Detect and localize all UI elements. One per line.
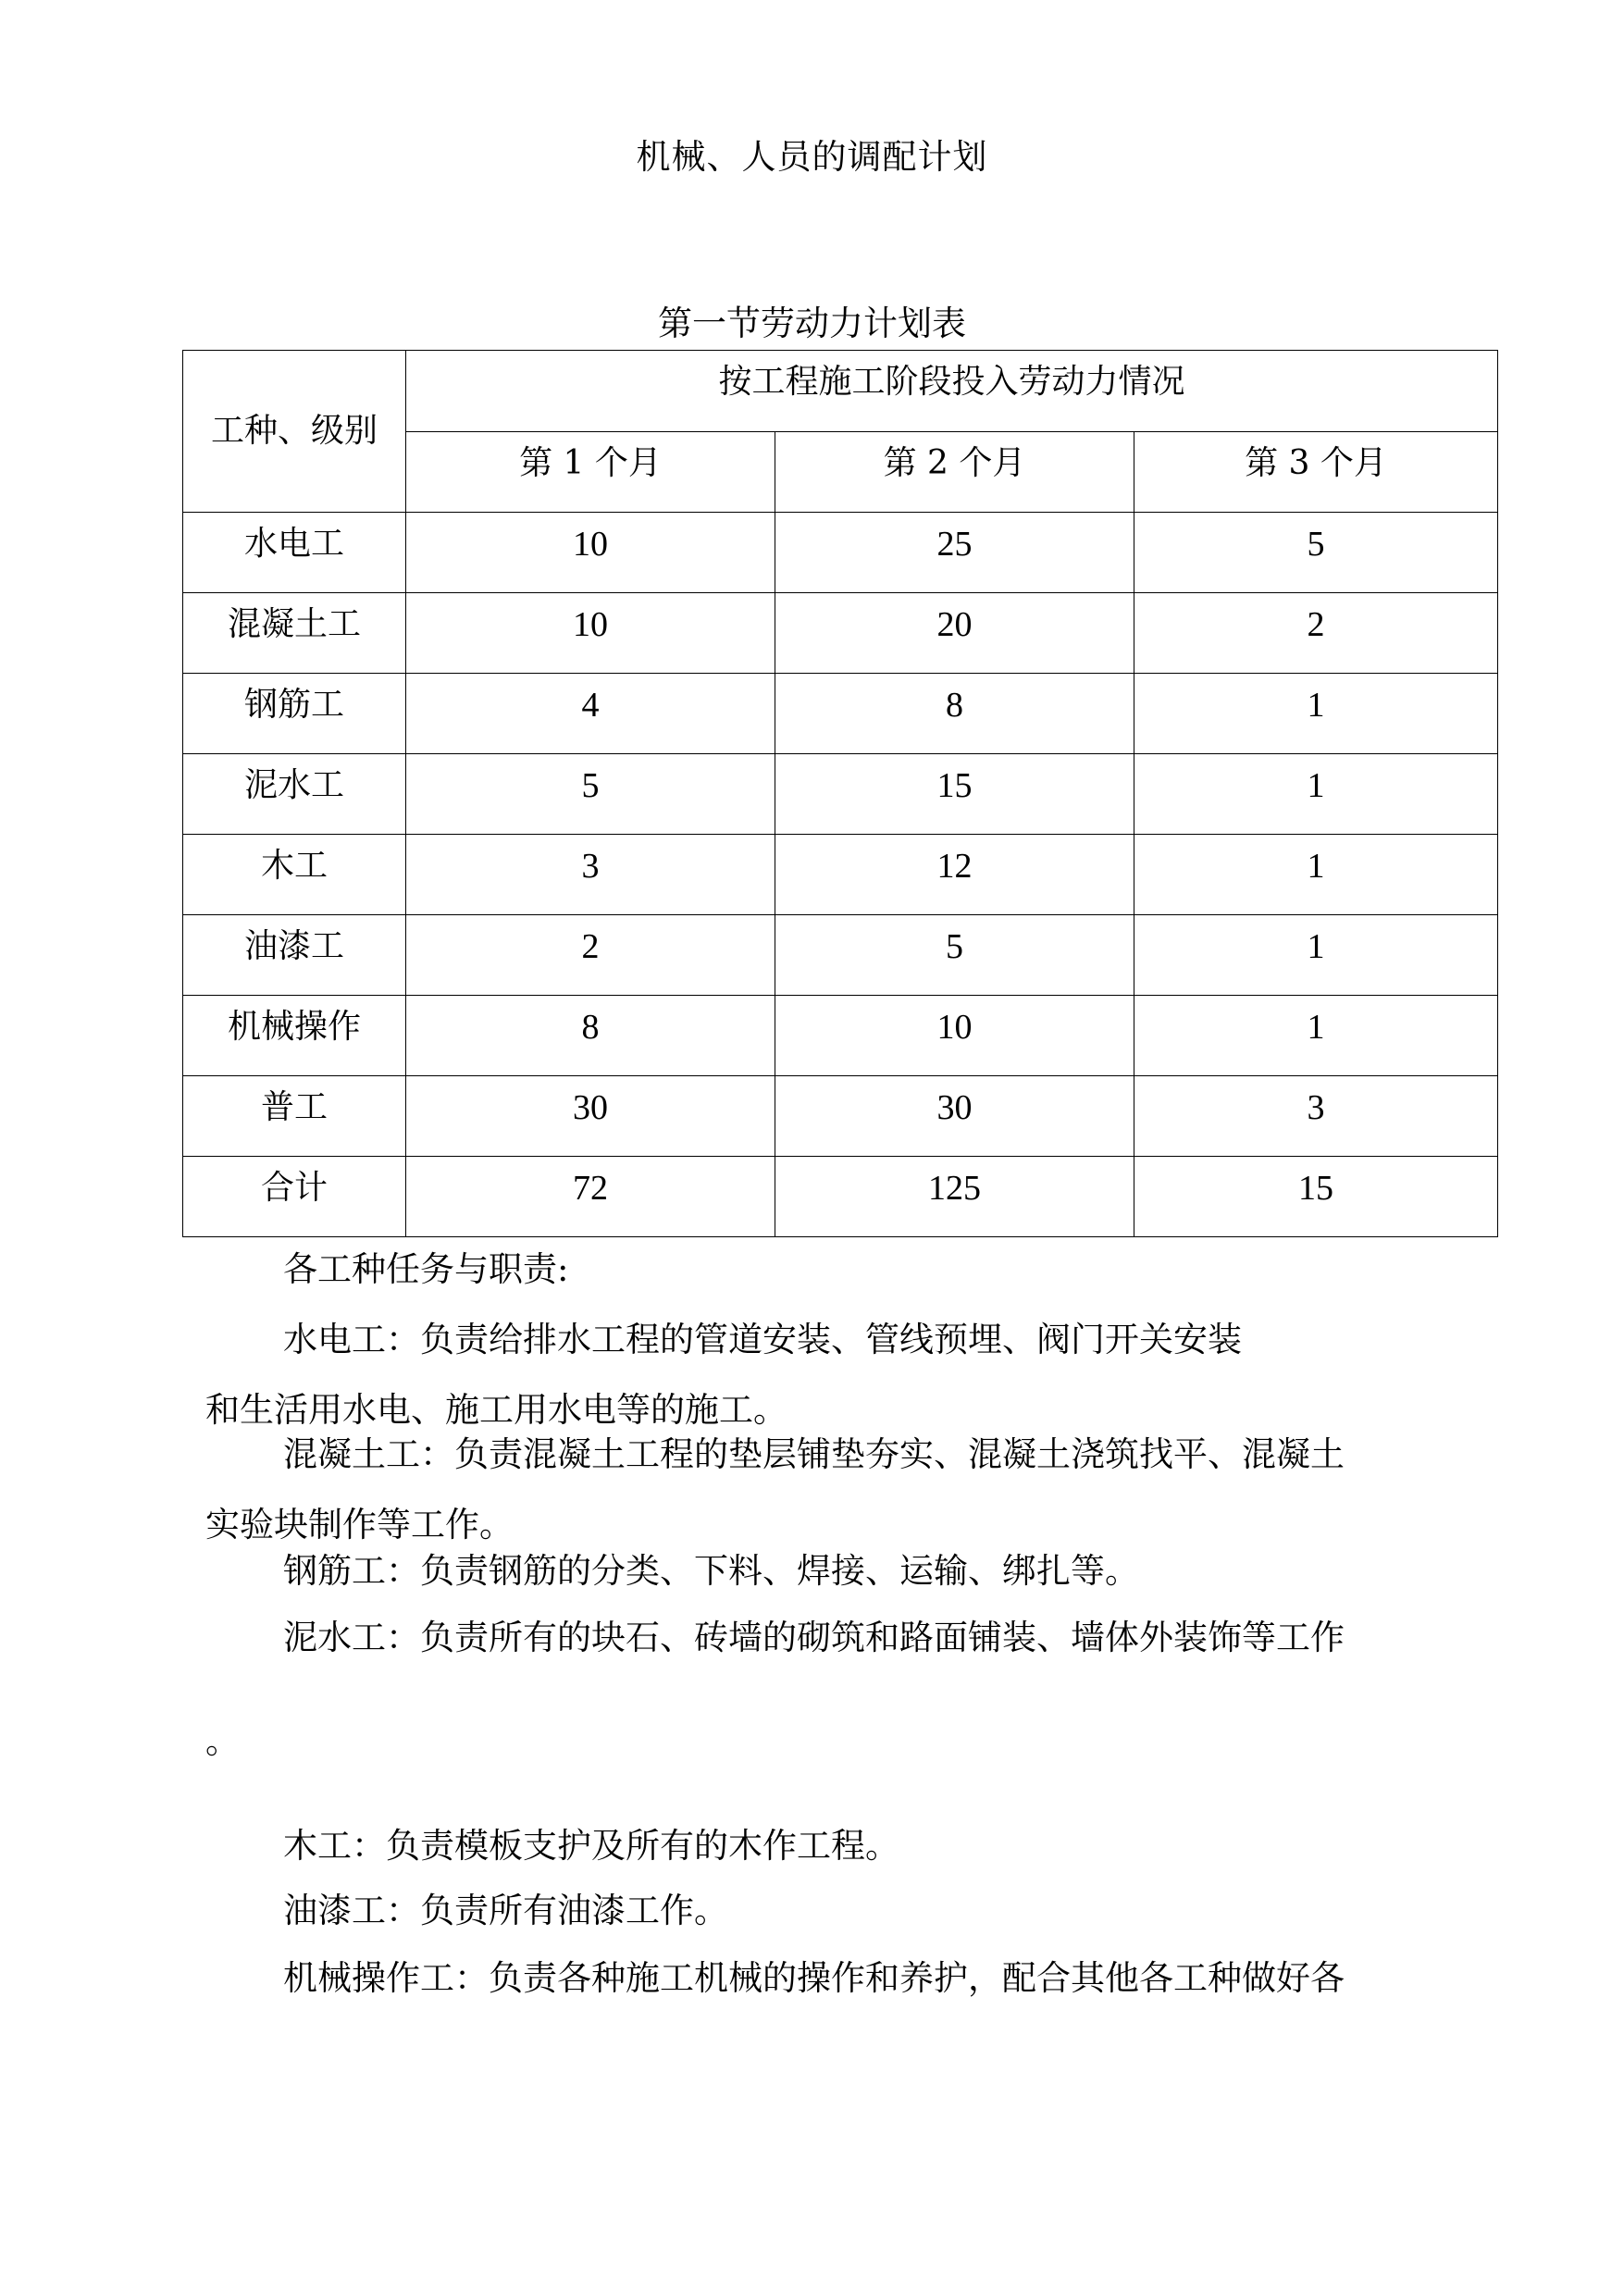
month-2-count-cell bbox=[775, 593, 1134, 674]
duty-paragraph-line bbox=[205, 1544, 1501, 1599]
table-row bbox=[183, 915, 1498, 996]
duty-paragraph-line bbox=[205, 1312, 1501, 1368]
month-1-count-cell bbox=[406, 754, 775, 835]
month-3-count-cell bbox=[1134, 593, 1498, 674]
worker-count: 10 bbox=[573, 525, 608, 564]
duty-paragraph-line bbox=[205, 1951, 1501, 2006]
trade-name: 普工 bbox=[260, 1088, 328, 1126]
table-row bbox=[183, 674, 1498, 754]
worker-count: 15 bbox=[1298, 1169, 1334, 1208]
labor-input-group-header bbox=[406, 351, 1498, 432]
worker-count: 3 bbox=[1307, 1088, 1325, 1127]
duty-paragraph-line bbox=[205, 1883, 1501, 1939]
worker-count: 5 bbox=[946, 927, 963, 966]
table-row bbox=[183, 754, 1498, 835]
trade-name: 混凝土工 bbox=[227, 605, 361, 643]
month-1-count-cell bbox=[406, 593, 775, 674]
month-2-count-cell bbox=[775, 1157, 1134, 1237]
labor-plan-table bbox=[182, 350, 1498, 1237]
month-3-count-cell bbox=[1134, 1076, 1498, 1157]
trade-name: 机械操作 bbox=[227, 1008, 361, 1046]
month-3-count-cell bbox=[1134, 674, 1498, 754]
document-title: 机械、人员的调配计划 bbox=[636, 137, 988, 177]
table-body bbox=[183, 513, 1498, 1237]
trade-name: 油漆工 bbox=[243, 927, 344, 965]
worker-count: 2 bbox=[1307, 605, 1325, 644]
month-header-text: 第 3 个月 bbox=[1245, 444, 1387, 482]
worker-count: 72 bbox=[573, 1169, 608, 1208]
worker-count: 125 bbox=[928, 1169, 981, 1208]
worker-count: 30 bbox=[573, 1088, 608, 1127]
month-1-count-cell bbox=[406, 915, 775, 996]
trade-cell bbox=[183, 674, 406, 754]
trade-level-header-text: 工种、级别 bbox=[210, 412, 378, 450]
duties-heading-text: 各工种任务与职责: bbox=[283, 1249, 569, 1289]
month-2-count-cell bbox=[775, 915, 1134, 996]
duty-text: 油漆工：负责所有油漆工作。 bbox=[283, 1891, 728, 1930]
month-3-count-cell bbox=[1134, 835, 1498, 915]
worker-count: 4 bbox=[581, 686, 600, 725]
trade-name: 水电工 bbox=[243, 525, 344, 563]
worker-count: 5 bbox=[1307, 525, 1325, 564]
worker-count: 1 bbox=[1307, 766, 1325, 805]
duty-text: 钢筋工：负责钢筋的分类、下料、焊接、运输、绑扎等。 bbox=[283, 1551, 1139, 1591]
duties-heading bbox=[205, 1242, 1501, 1297]
worker-count: 1 bbox=[1307, 686, 1325, 725]
worker-count: 1 bbox=[1307, 927, 1325, 966]
trade-cell bbox=[183, 1076, 406, 1157]
worker-count: 8 bbox=[581, 1008, 600, 1047]
duty-text: 水电工：负责给排水工程的管道安装、管线预埋、阀门开关安装 bbox=[283, 1320, 1242, 1359]
month-2-count-cell bbox=[775, 754, 1134, 835]
month-3-count-cell bbox=[1134, 513, 1498, 593]
worker-count: 10 bbox=[936, 1008, 973, 1047]
trade-cell bbox=[183, 996, 406, 1076]
table-row bbox=[183, 513, 1498, 593]
worker-count: 10 bbox=[573, 605, 608, 644]
worker-count: 30 bbox=[936, 1088, 973, 1127]
month-1-count-cell bbox=[406, 835, 775, 915]
month-3-header bbox=[1134, 432, 1498, 513]
month-2-count-cell bbox=[775, 996, 1134, 1076]
duty-paragraph-line bbox=[205, 1427, 1501, 1482]
labor-input-group-header-text: 按工程施工阶段投入劳动力情况 bbox=[718, 363, 1185, 401]
trade-cell bbox=[183, 835, 406, 915]
worker-count: 20 bbox=[936, 605, 973, 644]
worker-count: 25 bbox=[936, 525, 973, 564]
worker-count: 1 bbox=[1307, 847, 1325, 886]
worker-count: 12 bbox=[936, 847, 973, 886]
duty-paragraph-line bbox=[205, 1714, 1501, 1769]
duty-text: 混凝土工：负责混凝土工程的垫层铺垫夯实、混凝土浇筑找平、混凝土 bbox=[283, 1434, 1345, 1474]
month-2-count-cell bbox=[775, 513, 1134, 593]
table-caption: 第一节劳动力计划表 bbox=[658, 304, 966, 343]
table-row bbox=[183, 996, 1498, 1076]
table-row bbox=[183, 593, 1498, 674]
month-header-text: 第 2 个月 bbox=[883, 444, 1026, 482]
month-1-count-cell bbox=[406, 996, 775, 1076]
trade-name: 木工 bbox=[260, 847, 328, 885]
month-3-count-cell bbox=[1134, 1157, 1498, 1237]
duty-text: 机械操作工：负责各种施工机械的操作和养护，配合其他各工种做好各 bbox=[283, 1958, 1345, 1998]
trade-cell bbox=[183, 593, 406, 674]
month-1-count-cell bbox=[406, 1157, 775, 1237]
month-1-header bbox=[406, 432, 775, 513]
month-3-count-cell bbox=[1134, 996, 1498, 1076]
duty-text: 木工：负责模板支护及所有的木作工程。 bbox=[283, 1826, 899, 1866]
month-header-text: 第 1 个月 bbox=[519, 444, 662, 482]
duty-text: 实验块制作等工作。 bbox=[205, 1505, 514, 1544]
worker-count: 2 bbox=[581, 927, 600, 966]
trade-cell bbox=[183, 513, 406, 593]
worker-count: 8 bbox=[946, 686, 963, 725]
month-2-count-cell bbox=[775, 674, 1134, 754]
month-2-count-cell bbox=[775, 1076, 1134, 1157]
duty-text: 泥水工：负责所有的块石、砖墙的砌筑和路面铺装、墙体外装饰等工作 bbox=[283, 1618, 1345, 1657]
month-1-count-cell bbox=[406, 513, 775, 593]
table-header-row bbox=[183, 351, 1498, 432]
month-1-count-cell bbox=[406, 674, 775, 754]
month-2-header bbox=[775, 432, 1134, 513]
trade-name: 泥水工 bbox=[243, 766, 344, 804]
month-3-count-cell bbox=[1134, 754, 1498, 835]
trade-level-header bbox=[183, 351, 406, 513]
table-row bbox=[183, 1157, 1498, 1237]
duty-text: 。 bbox=[205, 1721, 240, 1761]
worker-count: 3 bbox=[581, 847, 600, 886]
table-row bbox=[183, 835, 1498, 915]
trade-cell bbox=[183, 754, 406, 835]
month-2-count-cell bbox=[775, 835, 1134, 915]
worker-count: 5 bbox=[581, 766, 600, 805]
worker-count: 15 bbox=[936, 766, 973, 805]
table-row bbox=[183, 1076, 1498, 1157]
trade-name: 钢筋工 bbox=[243, 686, 344, 724]
month-1-count-cell bbox=[406, 1076, 775, 1157]
duty-text: 和生活用水电、施工用水电等的施工。 bbox=[205, 1390, 787, 1430]
trade-cell bbox=[183, 1157, 406, 1237]
worker-count: 1 bbox=[1307, 1008, 1325, 1047]
month-3-count-cell bbox=[1134, 915, 1498, 996]
duty-paragraph-line bbox=[205, 1610, 1501, 1666]
duty-paragraph-line bbox=[205, 1818, 1501, 1874]
trade-cell bbox=[183, 915, 406, 996]
trade-name: 合计 bbox=[260, 1169, 328, 1207]
